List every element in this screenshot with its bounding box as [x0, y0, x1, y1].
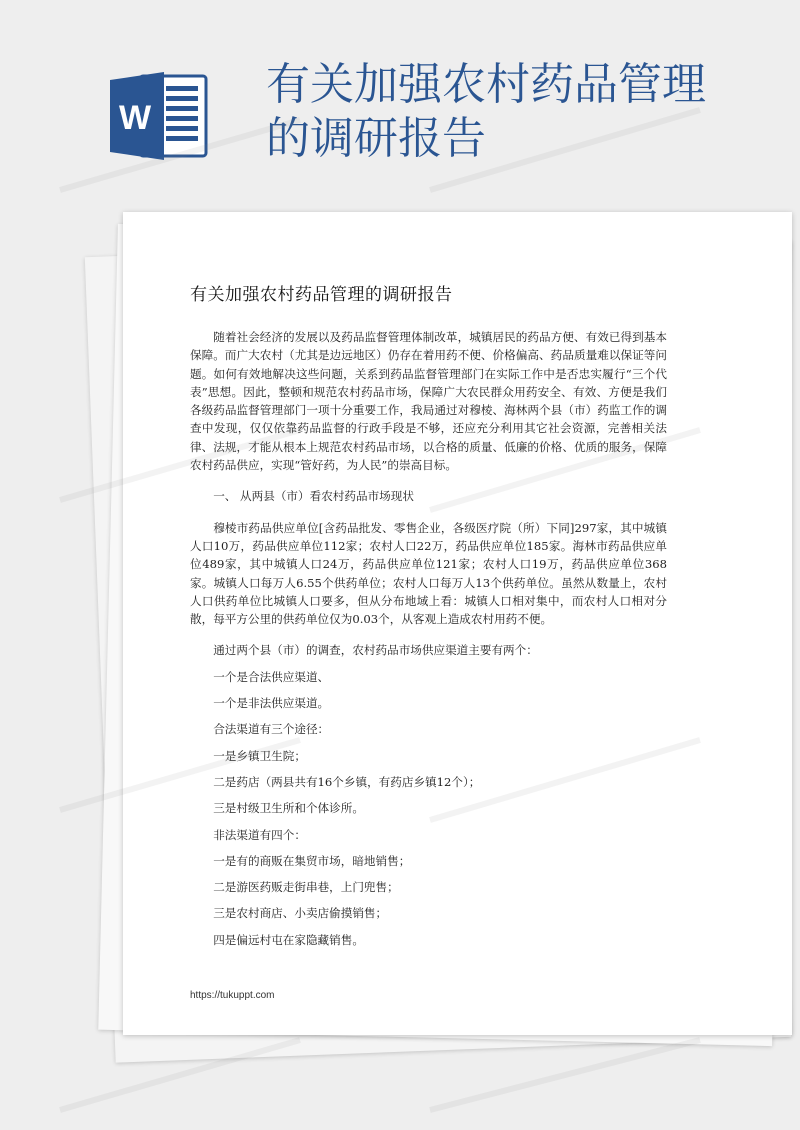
section-heading-1: 一、 从两县（市）看农村药品市场现状 [213, 489, 414, 504]
document-title: 有关加强农村药品管理的调研报告 [190, 285, 453, 305]
list-item: 二是游医药贩走街串巷，上门兜售； [213, 880, 399, 895]
paragraph-statistics: 穆棱市药品供应单位[含药品批发、零售企业，各级医疗院（所）下同]297家，其中城镇人口10万，药品供应单位112家；农村人口22万，药品供应单位185家。海林市药品供应单位489家，其中城镇人口24万，药品供应单位121家；农村人口19万，药品供应单位368家。城镇人口每万人6.55个供药单位；农村人口每万人13个供药单位。虽然从数量上，农村人口供药单位比城镇人口要多，但从分布地域上看：城镇人口相对集中，而农村人口相对分散，每平方公里的供药单位仅为0.03个，从客观上造成农村用药不便。 [190, 520, 667, 627]
word-document-icon [110, 72, 210, 160]
list-item: 二是药店（两县共有16个乡镇，有药店乡镇12个）； [213, 774, 481, 789]
page-headline [266, 58, 766, 166]
list-item: 合法渠道有三个途径： [213, 722, 330, 737]
list-item: 一是乡镇卫生院； [213, 748, 306, 763]
footer-url: https://tukuppt.com [190, 990, 275, 1001]
headline-line-2: 的调研报告 [266, 113, 486, 164]
list-item: 三是村级卫生所和个体诊所。 [213, 801, 364, 816]
list-item: 一个是非法供应渠道。 [213, 696, 330, 711]
paragraph-intro: 随着社会经济的发展以及药品监督管理体制改革，城镇居民的药品方便、有效已得到基本保障。而广大农村（尤其是边远地区）仍存在着用药不便、价格偏高、药品质量难以保证等问题。如何有效地解决这些问题，关系到药品监督管理部门在实际工作中是否忠实履行“三个代表”思想。因此，整顿和规范农村药品市场，保障广大农民群众用药安全、有效、方便是我们各级药品监督管理部门一项十分重要工作，我局通过对穆棱、海林两个县（市）药监工作的调查中发现，仅仅依靠药品监督的行政手段是不够，还应充分利用其它社会资源，完善相关法律、法规，才能从根本上规范农村药品市场，以合格的质量、低廉的价格、优质的服务，保障农村药品供应，实现“管好药，为人民”的崇高目标。 [190, 330, 667, 473]
document-body [190, 282, 667, 957]
list-item: 三是农村商店、小卖店偷摸销售； [213, 906, 388, 921]
list-item: 通过两个县（市）的调查，农村药品市场供应渠道主要有两个： [213, 643, 538, 658]
list-item: 一个是合法供应渠道、 [213, 669, 330, 684]
svg-text:W: W [118, 99, 152, 137]
list-item: 一是有的商贩在集贸市场，暗地销售； [213, 853, 411, 868]
list-item: 非法渠道有四个： [213, 827, 306, 842]
headline-line-1: 有关加强农村药品管理 [266, 59, 706, 110]
list-item: 四是偏远村屯在家隐藏销售。 [213, 932, 364, 947]
